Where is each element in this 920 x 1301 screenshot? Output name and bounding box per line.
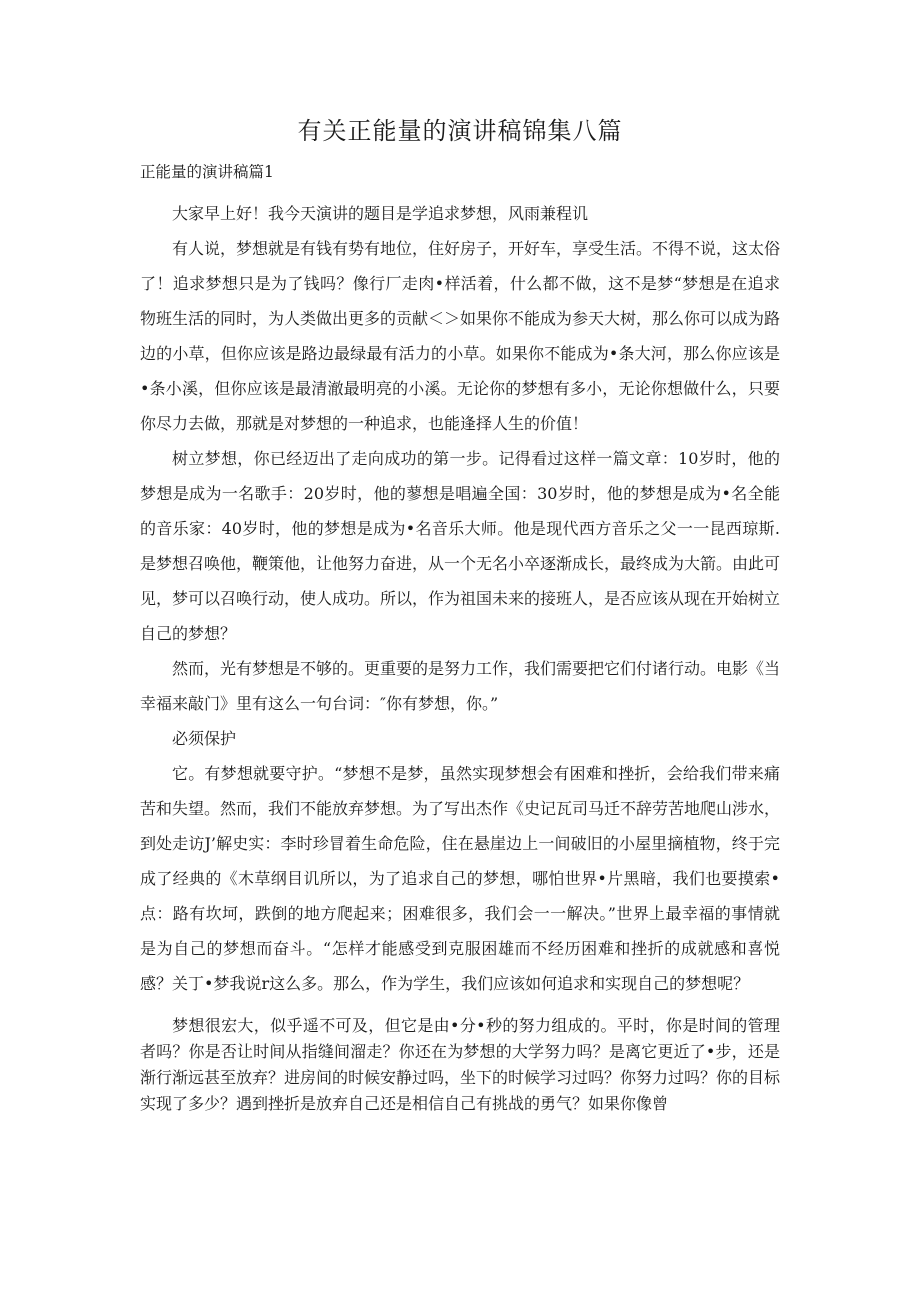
paragraph-dream-meaning: 有人说，梦想就是有钱有势有地位，住好房子，开好车，享受生活。不得不说，这太俗了！追求梦想只是为了钱吗？像行厂走肉•样活着，什么都不做，这不是梦“梦想是在追求物班生活的同时，为人类做出更多的贡献＜＞如果你不能成为参天大树，那么你可以成为路边的小草，但你应该是路边最绿最有活力的小草。如果你不能成为•条大河，那么你应该是•条小溪，但你应该是最清澈最明亮的小溪。无论你的梦想有多小，无论你想做什么，只要你尽力去做，那就是对梦想的一种追求，也能逢择人生的价值！ — [140, 239, 781, 433]
paragraph-must-protect: 必须保护 — [172, 729, 237, 748]
paragraph-action: 然而，光有梦想是不够的。更重要的是努力工作，我们需要把它们付诸行动。电影《当幸福来敲门》里有这么一句台词：″你有梦想，你。” — [140, 659, 781, 713]
document-title: 有关正能量的演讲稿锦集八篇 — [297, 117, 623, 145]
paragraph-guard-dream: 它。有梦想就要守护。“梦想不是梦，虽然实现梦想会有困难和挫折，会给我们带来痛苦和失望。然而，我们不能放弃梦想。为了写出杰作《史记瓦司马迁不辞劳苦地爬山涉水，到处走访J’解史实：李时珍冒着生命危险，住在悬崖边上一间破旧的小屋里摘植物，终于完成了经典的《木草纲目讥所以，为了追求自己的梦想，哪怕世界•片黑暗，我们也要摸索•点：路有坎坷，跌倒的地方爬起来；困难很多，我们会一一解决。”世界上最幸福的事情就是为自己的梦想而奋斗。“怎样才能感受到克服困雄而不经历困难和挫折的成就感和喜悦感？关丁•梦我说r这么多。那么，作为学生，我们应该如何追求和实现自己的梦想呢？ — [140, 764, 781, 993]
paragraph-greeting: 大家早上好！我今天演讲的题目是学追求梦想，风雨兼程讥 — [172, 204, 589, 223]
document-body — [140, 196, 780, 1117]
paragraph-time-management: 梦想很宏大，似乎遥不可及，但它是由•分•秒的努力组成的。平时，你是时间的管理者吗？你是否让时间从指缝间溜走？你还在为梦想的大学努力吗？是离它更近了•步，还是渐行渐远甚至放弃？进房间的时候安静过吗，坐下的时候学习过吗？你努力过吗？你的目标实现了多少？遇到挫折是放弃自己还是相信自己有挑战的勇气？如果你像曾 — [140, 1016, 781, 1113]
paragraph-set-dream: 树立梦想，你已经迈出了走向成功的第一步。记得看过这样一篇文章：10岁时，他的梦想是成为一名歌手：20岁时，他的蓼想是唱遍全国：30岁时，他的梦想是成为•名全能的音乐家：40岁时，他的梦想是成为•名音乐大师。他是现代西方音乐之父一一昆西琼斯.是梦想召唤他，鞭策他，让他努力奋进，从一个无名小卒逐渐成长，最终成为大箭。由此可见，梦可以召唤行动，使人成功。所以，作为祖国未来的接班人，是否应该从现在开始树立自己的梦想？ — [140, 449, 781, 643]
section-heading: 正能量的演讲稿篇1 — [140, 163, 274, 181]
